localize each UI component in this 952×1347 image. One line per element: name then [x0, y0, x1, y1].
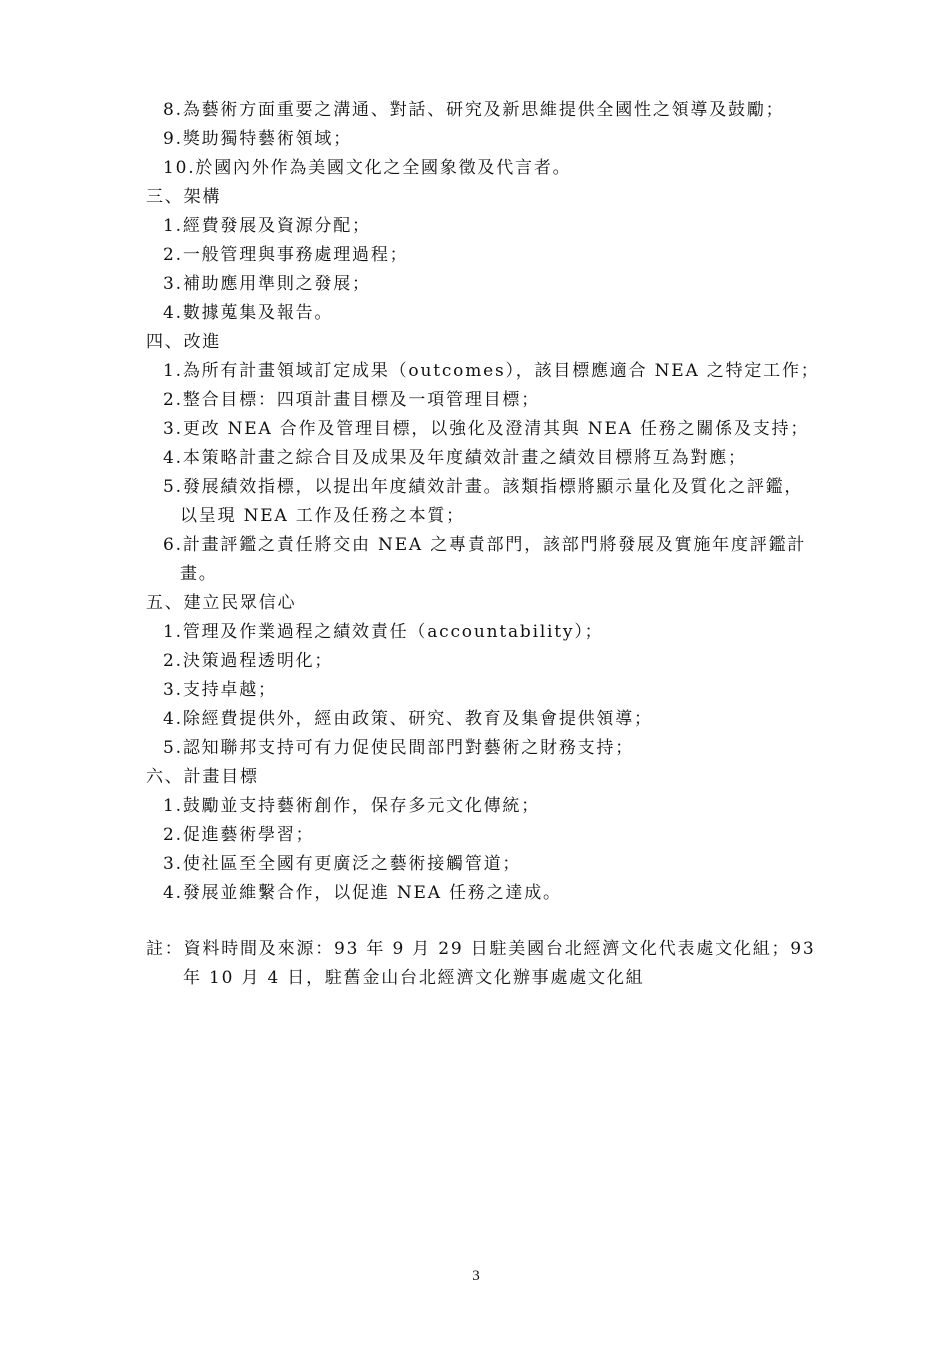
list-item: 4.本策略計畫之綜合目及成果及年度績效計畫之績效目標將互為對應；	[163, 448, 747, 468]
list-item: 2.促進藝術學習；	[163, 825, 315, 845]
list-item: 1.為所有計畫領域訂定成果（outcomes），該目標應適合 NEA 之特定工作；	[163, 361, 820, 381]
list-item: 3.支持卓越；	[163, 680, 277, 700]
section-heading-public-trust: 五、建立民眾信心	[146, 593, 297, 613]
list-item: 2.整合目標：四項計畫目標及一項管理目標；	[163, 390, 541, 410]
list-item: 2.決策過程透明化；	[163, 651, 334, 671]
list-item: 1.經費發展及資源分配；	[163, 216, 371, 236]
list-item: 1.鼓勵並支持藝術創作，保存多元文化傳統；	[163, 796, 541, 816]
list-item: 9.獎助獨特藝術領域；	[163, 129, 353, 149]
list-item: 6.計畫評鑑之責任將交由 NEA 之專責部門，該部門將發展及實施年度評鑑計	[163, 535, 807, 555]
list-item: 4.發展並維繫合作，以促進 NEA 任務之達成。	[163, 883, 562, 903]
source-note: 註：資料時間及來源：93 年 9 月 29 日駐美國台北經濟文化代表處文化組；93	[146, 939, 816, 959]
section-heading-framework: 三、架構	[146, 187, 222, 207]
section-heading-improvement: 四、改進	[146, 332, 222, 352]
list-item: 5.發展績效指標，以提出年度績效計畫。該類指標將顯示量化及質化之評鑑，	[163, 477, 804, 497]
list-item: 1.管理及作業過程之績效責任（accountability）；	[163, 622, 604, 642]
list-item: 4.除經費提供外，經由政策、研究、教育及集會提供領導；	[163, 709, 653, 729]
list-item-continuation: 畫。	[180, 564, 218, 584]
list-item: 4.數據蒐集及報告。	[163, 303, 334, 323]
list-item: 8.為藝術方面重要之溝通、對話、研究及新思維提供全國性之領導及鼓勵；	[163, 100, 785, 120]
list-item: 2.一般管理與事務處理過程；	[163, 245, 409, 265]
source-note-continuation: 年 10 月 4 日，駐舊金山台北經濟文化辦事處處文化組	[183, 968, 645, 988]
list-item: 3.更改 NEA 合作及管理目標，以強化及澄清其與 NEA 任務之關係及支持；	[163, 419, 810, 439]
list-item: 5.認知聯邦支持可有力促使民間部門對藝術之財務支持；	[163, 738, 635, 758]
section-heading-program-goals: 六、計畫目標	[146, 767, 259, 787]
page-number: 3	[472, 1268, 480, 1284]
list-item-continuation: 以呈現 NEA 工作及任務之本質；	[180, 506, 465, 526]
list-item: 3.使社區至全國有更廣泛之藝術接觸管道；	[163, 854, 522, 874]
list-item: 10.於國內外作為美國文化之全國象徵及代言者。	[163, 158, 572, 178]
list-item: 3.補助應用準則之發展；	[163, 274, 371, 294]
